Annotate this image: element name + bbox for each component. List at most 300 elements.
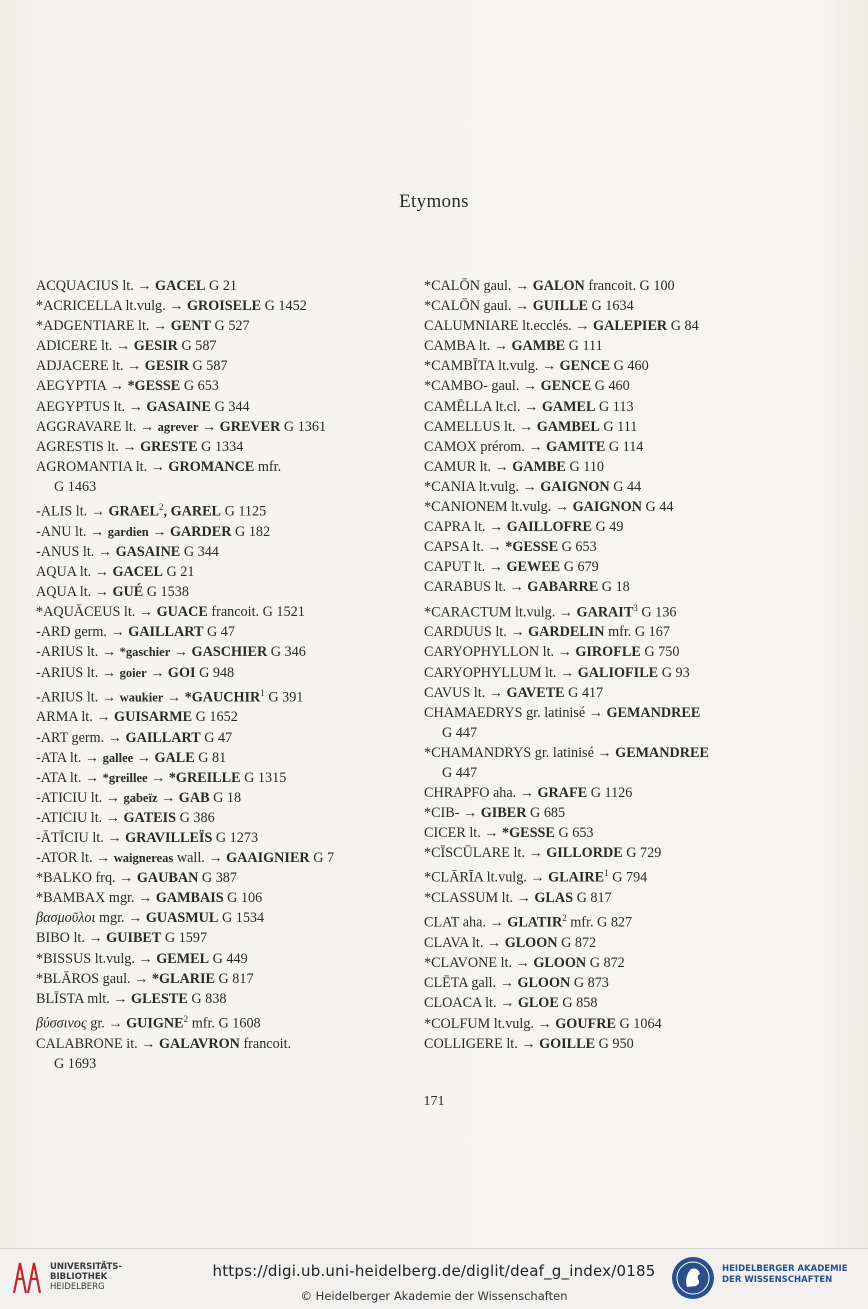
headword: GAMITE — [546, 438, 606, 455]
headword: GAB — [178, 789, 210, 806]
entry-text: G 49 — [591, 519, 624, 536]
etymon-entry — [36, 788, 436, 808]
entry-text: G 948 — [195, 664, 235, 681]
entry-text: *CANIONEM lt.vulg. → — [424, 499, 573, 516]
entry-text: CLAVA lt. → — [424, 935, 505, 952]
headword: GUACE — [156, 604, 208, 621]
entry-text: G 950 — [595, 1035, 634, 1052]
entry-text: G 18 — [209, 789, 242, 806]
headword: GEMANDREE — [615, 744, 709, 761]
headword: , GAREL — [163, 503, 222, 520]
headword: GRAVILLEÏS — [125, 830, 213, 846]
headword: GARAIT — [576, 604, 634, 621]
etymon-entry — [424, 823, 824, 843]
headword: *GESSE — [502, 825, 555, 842]
etymon-entry — [36, 683, 436, 708]
entry-text: G 18 — [598, 579, 630, 596]
intermediate-form: gallee — [102, 750, 134, 765]
headword: GUASMUL — [145, 910, 219, 927]
etymon-entry — [36, 888, 436, 908]
entry-text: G 872 — [557, 935, 597, 952]
etymon-entry — [36, 928, 436, 948]
etymon-entry — [424, 356, 824, 376]
etymon-entry — [36, 497, 436, 522]
etymon-entry — [36, 276, 436, 296]
headword: GUILLE — [532, 298, 588, 315]
entry-text: *CLAVONE lt. → — [424, 955, 534, 972]
headword: GAILLOFRE — [506, 519, 592, 536]
entry-text: G 750 — [640, 644, 680, 661]
entry-text: G 1634 — [587, 298, 634, 315]
etymon-entry — [424, 888, 824, 908]
entry-text: G 47 — [200, 729, 233, 746]
headword: GLAS — [534, 890, 574, 907]
entry-text: AGRESTIS lt. → — [36, 438, 141, 455]
academy-name: HEIDELBERGER AKADEMIE DER WISSENSCHAFTEN — [722, 1264, 848, 1285]
entry-text: CAPSA lt. → — [424, 539, 506, 556]
entry-text: G 858 — [558, 995, 598, 1012]
etymon-entry — [424, 622, 824, 642]
entry-text: CALABRONE it. → — [36, 1035, 159, 1052]
entry-text: COLLIGERE lt. → — [424, 1035, 540, 1052]
entry-text: -ANUS lt. → — [36, 543, 116, 560]
entry-text: *AQUĀCEUS lt. → — [36, 604, 157, 621]
headword: GABARRE — [527, 579, 599, 596]
entry-text: AGROMANTIA lt. → — [36, 458, 169, 475]
etymon-entry — [36, 397, 436, 417]
etymon-entry — [424, 683, 824, 703]
etymon-entry — [424, 316, 824, 336]
entry-text: BIBO lt. → — [36, 930, 107, 947]
etymon-entry — [36, 417, 436, 437]
headword: GRAFE — [537, 785, 588, 802]
etymon-entry — [36, 663, 436, 683]
entry-text: G 111 — [565, 338, 603, 355]
headword: GLOON — [504, 935, 558, 952]
entry-text: *CALŌN gaul. → — [424, 278, 533, 294]
entry-text: *CALŌN gaul. → — [424, 298, 533, 315]
etymon-entry — [424, 663, 824, 683]
etymon-entry — [424, 497, 824, 517]
left-column — [36, 276, 436, 1074]
intermediate-form: waignereas — [113, 851, 174, 866]
headword: GREVER — [219, 418, 281, 435]
document-url-link[interactable]: https://digi.ub.uni-heidelberg.de/diglit/deaf_g_index/0185 — [212, 1262, 656, 1280]
headword: GENCE — [559, 358, 611, 375]
etymon-entry — [36, 562, 436, 582]
entry-text: G 679 — [560, 559, 599, 576]
entry-text: G 460 — [591, 378, 630, 395]
etymon-entry — [424, 743, 824, 763]
headword: GEMANDREE — [606, 704, 701, 721]
entry-text: CARYOPHYLLUM lt. → — [424, 664, 578, 681]
entry-text: G 417 — [564, 684, 604, 701]
viewer-footer — [0, 1248, 868, 1309]
homonym-number: 2 — [158, 502, 164, 513]
entry-text: mfr. G 1608 — [188, 1015, 261, 1032]
entry-text: mfr. G 827 — [566, 915, 633, 932]
etymon-entry — [424, 598, 824, 623]
entry-text: *BISSUS lt.vulg. → — [36, 950, 157, 967]
entry-text: G 838 — [187, 990, 227, 1007]
headword: GAIGNON — [540, 478, 610, 495]
headword: GALE — [154, 749, 195, 766]
entry-text: -ĀTĪCIU lt. → — [36, 830, 126, 846]
entry-text: G 1597 — [161, 930, 208, 947]
reference-continuation: G 447 — [442, 764, 478, 781]
entry-text: G 449 — [209, 950, 248, 967]
etymon-entry — [424, 417, 824, 437]
entry-text: francoit. G 100 — [584, 278, 675, 294]
entry-text: -ALIS lt. → — [36, 503, 109, 520]
headword: GAAIGNIER — [226, 850, 310, 867]
entry-text: ACQUACIUS lt. → — [36, 278, 156, 294]
etymon-entry — [424, 803, 824, 823]
etymon-entry — [36, 908, 436, 928]
etymon-entry — [36, 768, 436, 788]
entry-text: G 587 — [188, 358, 228, 375]
entry-text: -ATA lt. → — [36, 749, 103, 766]
headword: GIROFLE — [575, 644, 641, 661]
headword: *GESSE — [127, 378, 181, 395]
headword: GESIR — [144, 358, 189, 375]
entry-text: CAMELLUS lt. → — [424, 418, 537, 435]
entry-text: gr. → — [86, 1015, 127, 1032]
etymon-entry — [36, 707, 436, 727]
etymon-entry — [36, 1054, 436, 1074]
homonym-number: 2 — [562, 913, 567, 924]
intermediate-form: waukier — [119, 690, 164, 705]
etymon-entry — [36, 1034, 436, 1054]
headword: GRESTE — [140, 438, 198, 455]
entry-text: G 527 — [211, 318, 250, 335]
entry-text: *CHAMANDRYS gr. latinisé → — [424, 744, 616, 761]
headword: GLATIR — [507, 915, 563, 932]
intermediate-form: agrever — [157, 419, 199, 434]
etymon-entry — [424, 703, 824, 723]
headword: GALAVRON — [158, 1035, 240, 1052]
entry-text: G 872 — [586, 955, 625, 972]
greek-etymon: βασμοῦλοι — [36, 910, 96, 927]
entry-text: -ARIUS lt. → — [36, 664, 120, 681]
entry-text: G 587 — [177, 338, 217, 355]
etymon-entry — [36, 1009, 436, 1034]
headword: GOUFRE — [555, 1015, 616, 1032]
entry-text: G 1452 — [261, 298, 307, 315]
etymon-entry — [424, 908, 824, 933]
entry-text: G 111 — [599, 418, 638, 435]
intermediate-form: gabeïz — [123, 790, 158, 805]
headword: GASAINE — [115, 543, 181, 560]
headword: GLESTE — [131, 990, 188, 1007]
entry-text: G 182 — [231, 523, 271, 540]
headword: GROMANCE — [168, 458, 255, 475]
entry-text: wall. → — [173, 850, 227, 867]
entry-text: CAVUS lt. → — [424, 684, 507, 701]
entry-text: G 47 — [203, 624, 235, 641]
etymon-entry — [424, 993, 824, 1013]
etymon-entry — [424, 537, 824, 557]
entry-text: G 136 — [637, 604, 677, 621]
headword: GAMBE — [512, 458, 566, 475]
etymon-entry — [424, 276, 824, 296]
headword: GATEIS — [123, 809, 177, 826]
entry-text: G 1652 — [192, 709, 238, 726]
entry-text: mgr. → — [95, 910, 146, 927]
headword: GAVETE — [506, 684, 565, 701]
headword: GUÉ — [112, 584, 144, 601]
entry-text: CLĒTA gall. → — [424, 975, 518, 992]
etymon-entry — [36, 376, 436, 396]
headword: GAUBAN — [136, 870, 199, 887]
right-column — [424, 276, 824, 1054]
entry-text: CHRAPFO aha. → — [424, 785, 538, 802]
intermediate-form: gardien — [107, 524, 149, 539]
headword: *GLARIE — [151, 970, 215, 987]
homonym-number: 2 — [183, 1013, 189, 1024]
entry-text: *ACRICELLA lt.vulg. → — [36, 298, 187, 315]
page-title: Etymons — [399, 191, 469, 212]
etymon-entry — [424, 376, 824, 396]
entry-text: G 114 — [605, 438, 644, 455]
etymon-entry — [424, 457, 824, 477]
headword: GENCE — [540, 378, 592, 395]
entry-text: G 1361 — [280, 418, 327, 435]
entry-text: CAPUT lt. → — [424, 559, 507, 576]
academy-seal-icon — [670, 1255, 716, 1301]
etymon-entry — [36, 477, 436, 497]
headword: GLOON — [533, 955, 587, 972]
headword: GAMBAIS — [155, 890, 224, 907]
entry-text: → — [163, 689, 185, 706]
etymon-entry — [36, 296, 436, 316]
reference-continuation: G 1693 — [54, 1055, 97, 1072]
etymon-entry — [36, 748, 436, 768]
etymon-entry — [424, 843, 824, 863]
entry-text: -ATICIU lt. → — [36, 809, 124, 826]
entry-text: G 344 — [211, 398, 250, 415]
entry-text: G 1334 — [197, 438, 244, 455]
entry-text: *CANIA lt.vulg. → — [424, 478, 541, 495]
headword: GROISELE — [186, 298, 262, 315]
entry-text: G 1273 — [212, 830, 259, 846]
etymon-entry — [424, 477, 824, 497]
entry-text: AGGRAVARE lt. → — [36, 418, 158, 435]
entry-text: CARDUUS lt. → — [424, 624, 529, 641]
headword: GAMEL — [541, 398, 596, 415]
headword: GALEPIER — [593, 318, 668, 335]
headword: GAMBEL — [536, 418, 600, 435]
entry-text: CALUMNIARE lt.ecclés. → — [424, 318, 594, 335]
etymon-entry — [36, 848, 436, 868]
entry-text: francoit. — [239, 1035, 292, 1052]
homonym-number: 3 — [633, 602, 638, 613]
headword: GESIR — [133, 338, 178, 355]
etymon-entry — [36, 356, 436, 376]
entry-text: AQUA lt. → — [36, 584, 113, 601]
etymon-entry — [36, 542, 436, 562]
entry-text: *CAMBĪTA lt.vulg. → — [424, 358, 560, 375]
headword: GUISARME — [114, 709, 193, 726]
entry-text: -ARIUS lt. → — [36, 689, 120, 706]
entry-text: CAPRA lt. → — [424, 519, 507, 536]
headword: GENT — [170, 318, 211, 335]
entry-text: G 653 — [180, 378, 219, 395]
headword: GASCHIER — [191, 644, 268, 661]
headword: GEWEE — [506, 559, 561, 576]
etymon-entry — [36, 622, 436, 642]
entry-text: *CĪSCŪLARE lt. → — [424, 845, 547, 862]
entry-text: G 93 — [658, 664, 690, 681]
entry-text: *BAMBAX mgr. → — [36, 890, 156, 907]
copyright-notice: © Heidelberger Akademie der Wissenschaften — [300, 1289, 568, 1303]
entry-text: *CAMBO- gaul. → — [424, 378, 541, 395]
headword: GUIGNE — [126, 1015, 184, 1032]
entry-text: G 110 — [565, 458, 605, 475]
headword: GRAEL — [108, 503, 159, 520]
entry-text: ADICERE lt. → — [36, 338, 134, 355]
intermediate-form: *gaschier — [119, 645, 171, 660]
entry-text: G 817 — [573, 890, 612, 907]
etymon-entry — [36, 642, 436, 662]
headword: GAILLART — [128, 624, 204, 641]
library-name: UNIVERSITÄTS- BIBLIOTHEK HEIDELBERG — [50, 1262, 122, 1292]
entry-text: G 344 — [180, 543, 219, 560]
entry-text: G 1538 — [143, 584, 189, 601]
entry-text: CARYOPHYLLON lt. → — [424, 644, 576, 661]
reference-continuation: G 447 — [442, 724, 478, 741]
etymon-entry — [36, 457, 436, 477]
etymon-entry — [424, 973, 824, 993]
etymon-entry — [424, 336, 824, 356]
etymon-entry — [424, 723, 824, 743]
greek-etymon: βύσσινος — [36, 1015, 87, 1032]
reference-continuation: G 1463 — [54, 478, 97, 495]
entry-text: G 391 — [264, 689, 304, 706]
etymon-entry — [36, 336, 436, 356]
entry-text: *CLASSUM lt. → — [424, 890, 535, 907]
entry-text: G 106 — [223, 890, 263, 907]
headword: GACEL — [155, 278, 206, 294]
entry-text: CLAT aha. → — [424, 915, 508, 932]
entry-text: G 817 — [214, 970, 254, 987]
headword: GALON — [532, 278, 585, 294]
headword: *GREILLE — [168, 769, 241, 786]
entry-text: *CARACTUM lt.vulg. → — [424, 604, 577, 621]
headword: GALIOFILE — [577, 664, 659, 681]
entry-text: *BALKO frq. → — [36, 870, 137, 887]
etymon-entry — [424, 953, 824, 973]
page-number: 171 — [423, 1094, 445, 1109]
entry-text: *CIB- → — [424, 805, 481, 822]
entry-text: G 794 — [608, 870, 648, 887]
intermediate-form: goier — [119, 665, 147, 680]
etymon-entry — [36, 949, 436, 969]
headword: GAILLART — [125, 729, 201, 746]
etymon-entry — [424, 642, 824, 662]
etymon-entry — [36, 808, 436, 828]
headword: GIBER — [480, 805, 527, 822]
entry-text: G 346 — [267, 644, 306, 661]
entry-text: CICER lt. → — [424, 825, 503, 842]
entry-text: G 653 — [558, 539, 597, 556]
entry-text: CHAMAEDRYS gr. latinisé → — [424, 704, 607, 721]
entry-text: CAMUR lt. → — [424, 458, 513, 475]
etymon-entry — [36, 582, 436, 602]
entry-text: → — [157, 789, 179, 806]
entry-text: *BLĀROS gaul. → — [36, 970, 152, 987]
etymon-entry — [36, 522, 436, 542]
entry-text: G 460 — [610, 358, 649, 375]
entry-text: G 1534 — [218, 910, 265, 927]
etymon-entry — [36, 316, 436, 336]
entry-text: G 729 — [622, 845, 662, 862]
entry-text: -ANU lt. → — [36, 523, 108, 540]
entry-text: CAMBA lt. → — [424, 338, 512, 355]
entry-text: -ATOR lt. → — [36, 850, 114, 867]
headword: GUIBET — [106, 930, 162, 947]
etymon-entry — [424, 437, 824, 457]
entry-text: G 21 — [162, 564, 195, 581]
entry-text: G 44 — [609, 478, 642, 495]
entry-text: → — [148, 523, 170, 540]
etymon-entry — [424, 1034, 824, 1054]
entry-text: G 81 — [194, 749, 227, 766]
entry-text: -ARD germ. → — [36, 624, 129, 641]
entry-text: mfr. — [254, 458, 282, 475]
entry-text: *ADGENTIARE lt. → — [36, 318, 171, 335]
headword: *GESSE — [505, 539, 559, 556]
entry-text: G 386 — [176, 809, 215, 826]
entry-text: AQUA lt. → — [36, 564, 113, 581]
etymon-entry — [424, 296, 824, 316]
entry-text: G 1315 — [240, 769, 287, 786]
headword: GOI — [167, 664, 196, 681]
headword: GILLORDE — [546, 845, 623, 862]
entry-text: ARMA lt. → — [36, 709, 115, 726]
etymon-entry — [424, 783, 824, 803]
etymon-entry — [424, 763, 824, 783]
headword: GASAINE — [146, 398, 212, 415]
entry-text: ADJACERE lt. → — [36, 358, 145, 375]
etymon-entry — [424, 517, 824, 537]
entry-text: G 1126 — [587, 785, 633, 802]
etymon-entry — [36, 969, 436, 989]
entry-text: G 113 — [595, 398, 634, 415]
entry-text: AEGYPTUS lt. → — [36, 398, 147, 415]
etymon-entry — [424, 863, 824, 888]
entry-text: mfr. G 167 — [604, 624, 670, 641]
entry-text: G 21 — [205, 278, 238, 294]
headword: *GAUCHIR — [184, 689, 261, 706]
etymon-entry — [424, 577, 824, 597]
entry-text: → — [198, 418, 220, 435]
entry-text: G 84 — [667, 318, 699, 335]
etymon-entry — [424, 1014, 824, 1034]
entry-text: → — [146, 664, 168, 681]
entry-text: *COLFUM lt.vulg. → — [424, 1015, 556, 1032]
entry-text: G 387 — [198, 870, 237, 887]
entry-text: francoit. G 1521 — [207, 604, 305, 621]
headword: GLOE — [517, 995, 559, 1012]
headword: GACEL — [112, 564, 163, 581]
entry-text: G 685 — [526, 805, 566, 822]
headword: GARDELIN — [528, 624, 605, 641]
etymon-entry — [36, 602, 436, 622]
etymon-entry — [36, 989, 436, 1009]
headword: GAMBE — [511, 338, 566, 355]
entry-text: G 653 — [554, 825, 594, 842]
